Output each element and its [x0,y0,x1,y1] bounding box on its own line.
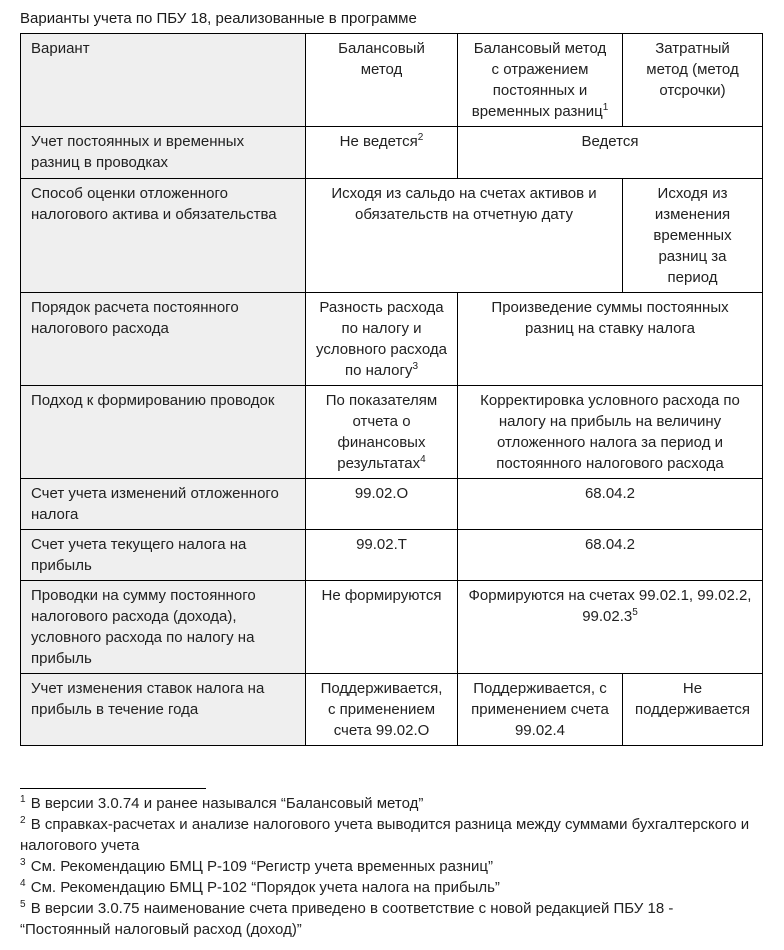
footnote-marker: 2 [20,815,26,826]
value-cell [306,386,458,479]
footnote [20,898,762,940]
row-label-cell [21,386,306,479]
cell-text: Произведение суммы постоянных разниц на ставку налога [491,299,729,337]
footnote-ref: 4 [420,454,426,465]
table-row-diff-accounting [21,127,763,179]
value-cell [458,479,763,530]
cell-text: Подход к формированию проводок [31,392,275,409]
table-row-posting-approach [21,386,763,479]
value-cell [623,179,763,293]
footnote [20,793,762,814]
accounting-variants-table [20,33,763,746]
footnote-text: В версии 3.0.74 и ранее назывался “Балансовый метод” [30,795,424,812]
cell-text: Исходя из изменения временных разниц за период [653,185,732,286]
row-label-cell [21,674,306,746]
value-cell [306,479,458,530]
table-row-header [21,34,763,127]
value-cell [306,179,623,293]
cell-text: Не формируются [321,587,442,604]
footnotes-section [20,788,762,940]
row-label-cell [21,293,306,386]
row-label-cell [21,127,306,179]
cell-text: Счет учета текущего налога на прибыль [31,536,247,574]
cell-text: Не поддерживается [634,680,751,718]
cell-text: Затратный метод (метод отсрочки) [646,40,739,99]
value-cell [306,674,458,746]
cell-text: Балансовый метод с отражением постоянных и временных разниц [471,40,607,120]
footnote-text: В версии 3.0.75 наименование счета приведено в соответствие с новой редакцией ПБУ 18 - “Постоянный налоговый расход (доход)” [20,900,674,938]
value-cell [623,674,763,746]
cell-text: Балансовый метод [338,40,425,78]
cell-text: Проводки на сумму постоянного налогового расхода (дохода), условного расхода по налогу на прибыль [31,587,256,667]
cell-text: Разность расхода по налогу и условного расхода по налогу [316,299,447,379]
value-cell [306,581,458,674]
cell-text: Не ведется [339,133,418,150]
table-row-tax-rate-changes [21,674,763,746]
footnote-marker: 3 [20,857,26,868]
cell-text: Порядок расчета постоянного налогового расхода [31,299,239,337]
value-cell [306,530,458,581]
footnote-ref: 5 [632,607,638,618]
footnote-ref: 1 [602,102,609,113]
cell-text: 99.02.О [354,485,409,502]
footnote-ref: 2 [417,132,424,143]
cell-text: Учет изменения ставок налога на прибыль в течение года [31,680,265,718]
footnote-ref: 3 [412,361,419,372]
cell-text: 68.04.2 [584,536,636,553]
cell-text: Вариант [31,40,90,57]
row-label-cell [21,581,306,674]
table-row-deferred-tax-account [21,479,763,530]
cell-text: Поддерживается, с применением счета 99.02.4 [471,680,609,739]
cell-text: Поддерживается, с применением счета 99.02.О [320,680,443,739]
value-cell [458,674,623,746]
value-cell [458,293,763,386]
header-cell-balance-method [306,34,458,127]
footnote-text: См. Рекомендацию БМЦ Р-102 “Порядок учета налога на прибыль” [30,879,500,896]
footnote-marker: 5 [20,899,26,910]
footnote-text: В справках-расчетах и анализе налогового учета выводится разница между суммами бухгалтерского и налогового учета [20,816,750,854]
value-cell [458,127,763,179]
table-row-deferred-tax-valuation [21,179,763,293]
footnote-separator [20,788,206,789]
cell-text: Ведется [581,133,639,150]
table-row-current-tax-account [21,530,763,581]
footnote-text: См. Рекомендацию БМЦ Р-109 “Регистр учета временных разниц” [30,858,493,875]
footnote-marker: 4 [20,878,26,889]
row-label-cell [21,179,306,293]
value-cell [458,581,763,674]
header-cell-variant [21,34,306,127]
cell-text: Счет учета изменений отложенного налога [31,485,279,523]
footnote [20,877,762,898]
row-label-cell [21,479,306,530]
footnote [20,814,762,856]
cell-text: Формируются на счетах 99.02.1, 99.02.2, 99.02.3 [468,587,752,625]
header-cell-cost-method [623,34,763,127]
header-cell-balance-method-with-differences [458,34,623,127]
value-cell [306,127,458,179]
cell-text: Учет постоянных и временных разниц в проводках [31,133,245,171]
cell-text: По показателям отчета о финансовых результатах [325,392,438,472]
footnote [20,856,762,877]
page-title: Варианты учета по ПБУ 18, реализованные в программе [20,10,417,27]
value-cell [306,293,458,386]
table-row-permanent-expense-calc [21,293,763,386]
value-cell [458,530,763,581]
cell-text: 68.04.2 [584,485,636,502]
cell-text: 99.02.Т [356,536,407,553]
cell-text: Способ оценки отложенного налогового актива и обязательства [31,185,277,223]
value-cell [458,386,763,479]
table-row-permanent-expense-postings [21,581,763,674]
cell-text: Исходя из сальдо на счетах активов и обязательств на отчетную дату [331,185,597,223]
cell-text: Корректировка условного расхода по налогу на прибыль на величину отложенного налога за период и постоянного налогового расхода [480,392,740,472]
row-label-cell [21,530,306,581]
footnote-marker: 1 [20,794,26,805]
